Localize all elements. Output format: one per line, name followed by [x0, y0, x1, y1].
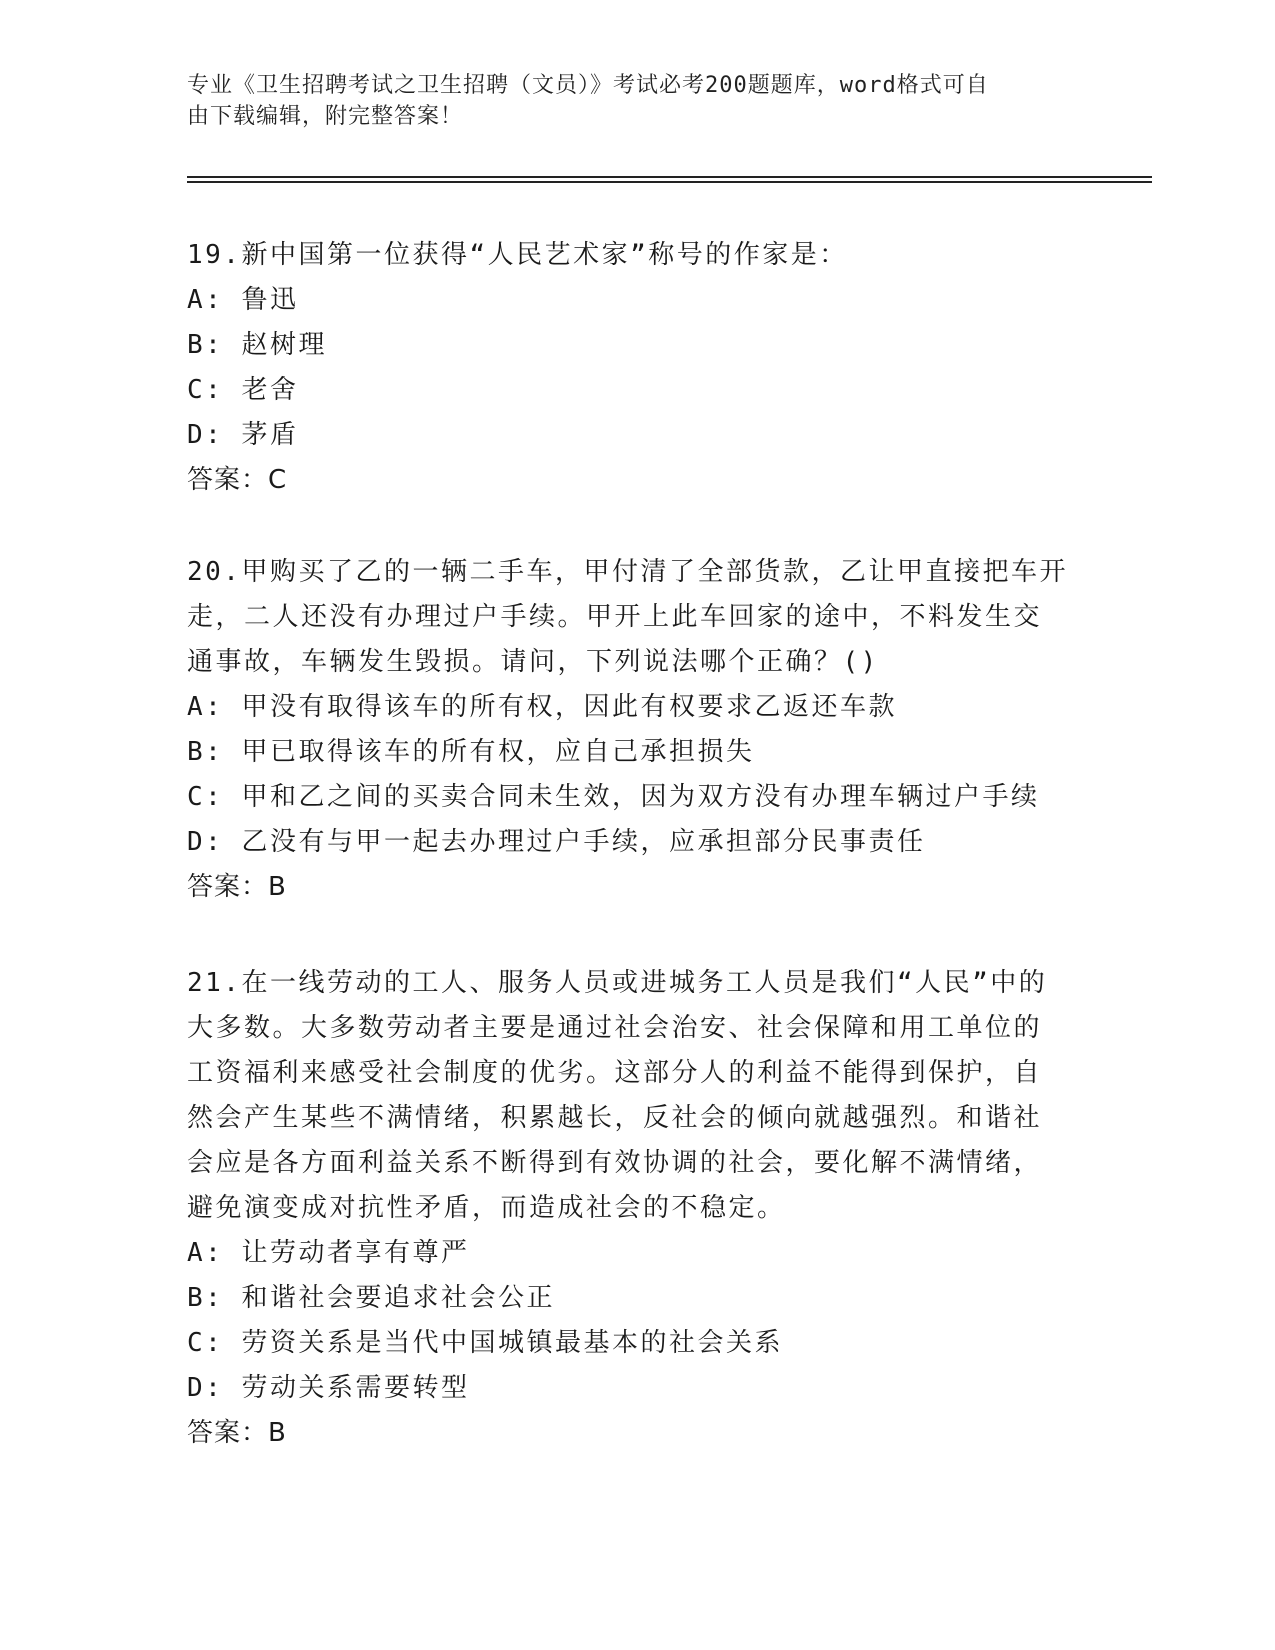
question-20 — [187, 550, 1087, 910]
option-d: D: 茅盾 — [187, 420, 299, 450]
answer-line: 答案：B — [187, 872, 287, 902]
header-divider-bottom — [187, 181, 1152, 183]
option-c: C: 劳资关系是当代中国城镇最基本的社会关系 — [187, 1328, 783, 1358]
option-b: B: 甲已取得该车的所有权，应自己承担损失 — [187, 737, 755, 767]
stem-line: 然会产生某些不满情绪，积累越长，反社会的倾向就越强烈。和谐社 — [187, 1103, 1043, 1133]
stem-line: 21.在一线劳动的工人、服务人员或进城务工人员是我们“人民”中的 — [187, 968, 1048, 998]
option-c: C: 甲和乙之间的买卖合同未生效，因为双方没有办理车辆过户手续 — [187, 782, 1040, 812]
question-19 — [187, 233, 1087, 503]
stem-line: 走，二人还没有办理过户手续。甲开上此车回家的途中，不料发生交 — [187, 602, 1043, 632]
option-b: B: 赵树理 — [187, 330, 327, 360]
stem-line: 19.新中国第一位获得“人民艺术家”称号的作家是： — [187, 240, 848, 270]
stem-line: 工资福利来感受社会制度的优劣。这部分人的利益不能得到保护，自 — [187, 1058, 1043, 1088]
option-d: D: 劳动关系需要转型 — [187, 1373, 470, 1403]
option-a: A: 甲没有取得该车的所有权，因此有权要求乙返还车款 — [187, 692, 897, 722]
document-header — [187, 70, 1067, 132]
header-divider-top — [187, 176, 1152, 178]
stem-line: 会应是各方面利益关系不断得到有效协调的社会，要化解不满情绪， — [187, 1148, 1043, 1178]
option-a: A: 让劳动者享有尊严 — [187, 1238, 470, 1268]
answer-line: 答案：B — [187, 1418, 287, 1448]
header-line-1: 专业《卫生招聘考试之卫生招聘（文员）》考试必考200题题库，word格式可自 — [187, 73, 989, 98]
option-d: D: 乙没有与甲一起去办理过户手续，应承担部分民事责任 — [187, 827, 926, 857]
stem-line: 大多数。大多数劳动者主要是通过社会治安、社会保障和用工单位的 — [187, 1013, 1043, 1043]
stem-line: 通事故，车辆发生毁损。请问，下列说法哪个正确？() — [187, 647, 879, 677]
question-stem — [187, 233, 1087, 278]
question-stem — [187, 550, 1087, 685]
question-21 — [187, 961, 1087, 1456]
stem-line: 避免演变成对抗性矛盾，而造成社会的不稳定。 — [187, 1193, 786, 1223]
stem-line: 20.甲购买了乙的一辆二手车，甲付清了全部货款，乙让甲直接把车开 — [187, 557, 1068, 587]
header-line-2: 由下载编辑，附完整答案！ — [187, 104, 464, 129]
answer-line: 答案：C — [187, 465, 288, 495]
option-c: C: 老舍 — [187, 375, 299, 405]
question-stem — [187, 961, 1087, 1231]
option-b: B: 和谐社会要追求社会公正 — [187, 1283, 555, 1313]
option-a: A: 鲁迅 — [187, 285, 299, 315]
